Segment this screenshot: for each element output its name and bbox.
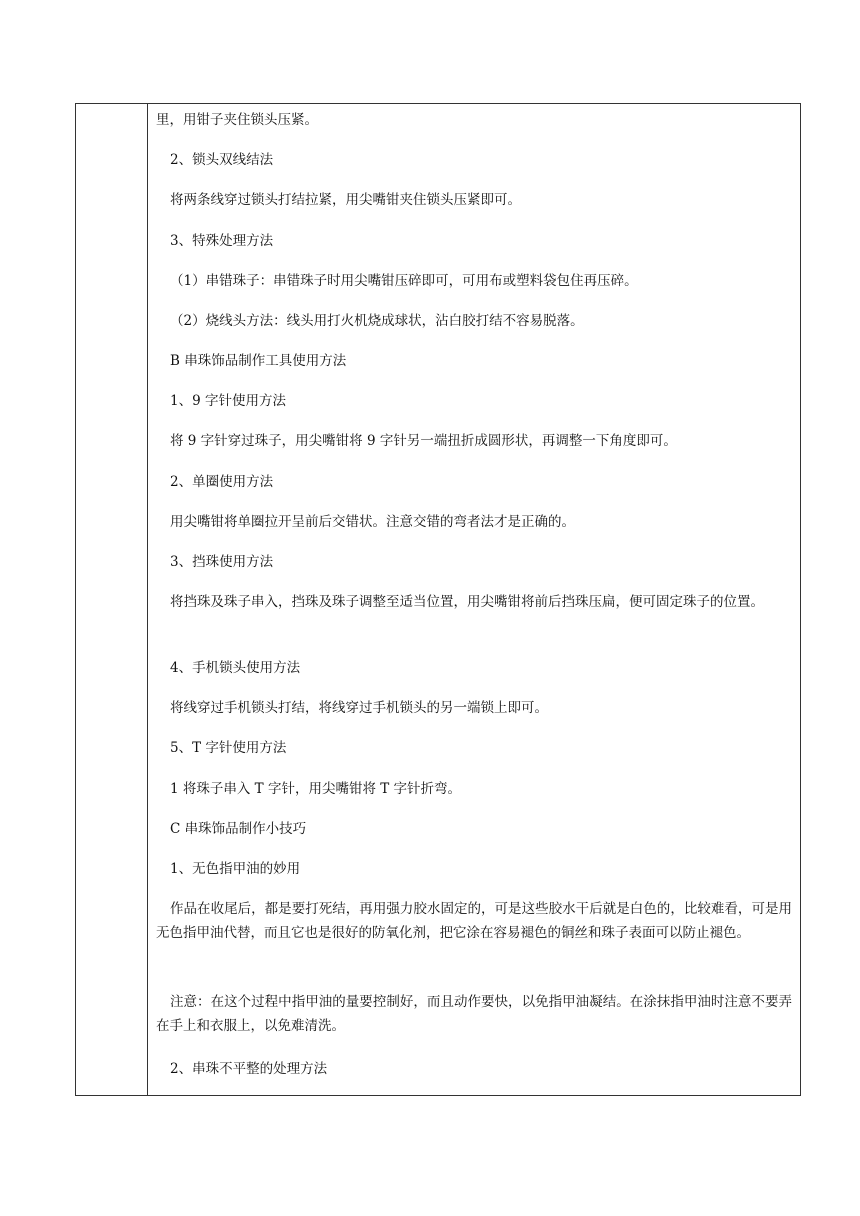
text-line: 将两条线穿过锁头打结拉紧，用尖嘴钳夹住锁头压紧即可。 [170, 192, 521, 208]
text-line: 里，用钳子夹住锁头压紧。 [156, 112, 318, 128]
text-line: （1）串错珠子：串错珠子时用尖嘴钳压碎即可，可用布或塑料袋包住再压碎。 [170, 273, 638, 289]
paragraph: 作品在收尾后，都是要打死结，再用强力胶水固定的，可是这些胶水干后就是白色的，比较难看，可是用无色指甲油代替，而且它也是很好的防氧化剂，把它涂在容易褪色的铜丝和珠子表面可以防止褪色。 [156, 901, 792, 941]
section-heading: C 串珠饰品制作小技巧 [170, 821, 307, 837]
text-line: 将 9 字针穿过珠子，用尖嘴钳将 9 字针另一端扭折成圆形状，再调整一下角度即可。 [170, 433, 677, 449]
section-heading: 2、单圈使用方法 [170, 474, 274, 490]
section-heading: 4、手机锁头使用方法 [170, 660, 301, 676]
text-line: （2）烧线头方法：线头用打火机烧成球状，沾白胶打结不容易脱落。 [170, 313, 584, 329]
text-line: 用尖嘴钳将单圈拉开呈前后交错状。注意交错的弯者法才是正确的。 [170, 514, 575, 530]
section-heading: 3、特殊处理方法 [170, 233, 274, 249]
content-table [75, 103, 801, 1096]
section-heading: 1、无色指甲油的妙用 [170, 861, 301, 877]
paragraph: 注意：在这个过程中指甲油的量要控制好，而且动作要快，以免指甲油凝结。在涂抹指甲油时注意不要弄在手上和衣服上，以免难清洗。 [156, 994, 792, 1034]
section-heading: B 串珠饰品制作工具使用方法 [170, 353, 347, 369]
table-content-cell [148, 104, 800, 1095]
section-heading: 2、串珠不平整的处理方法 [170, 1061, 328, 1077]
section-heading: 1、9 字针使用方法 [170, 393, 286, 409]
section-heading: 2、锁头双线结法 [170, 152, 274, 168]
section-heading: 5、T 字针使用方法 [170, 740, 287, 756]
paragraph: 将挡珠及珠子串入，挡珠及珠子调整至适当位置，用尖嘴钳将前后挡珠压扁，便可固定珠子的位置。 [170, 594, 764, 610]
table-left-column [76, 104, 148, 1095]
section-heading: 3、挡珠使用方法 [170, 554, 274, 570]
text-line: 1 将珠子串入 T 字针，用尖嘴钳将 T 字针折弯。 [170, 781, 462, 797]
text-line: 将线穿过手机锁头打结，将线穿过手机锁头的另一端锁上即可。 [170, 700, 548, 716]
